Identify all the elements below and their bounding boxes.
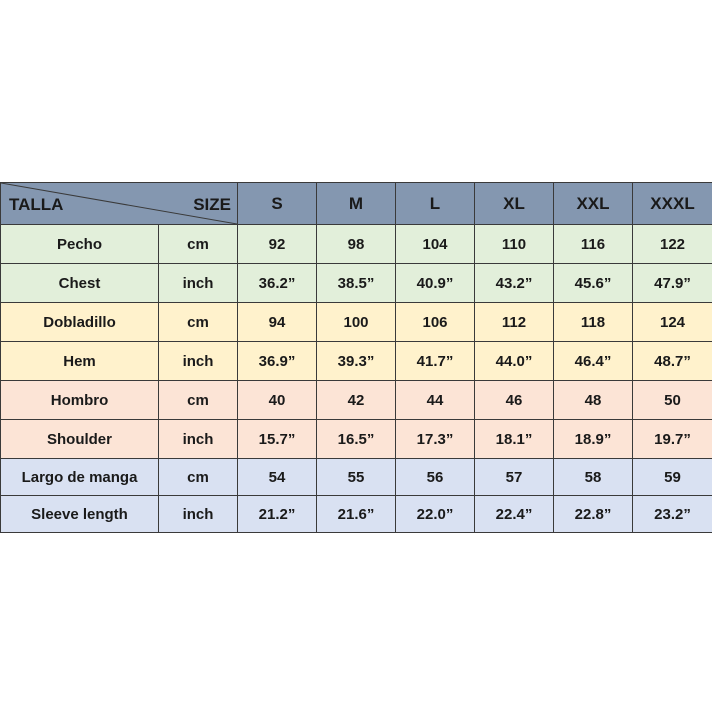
value-cell: 40 <box>238 381 317 420</box>
talla-label: TALLA <box>9 195 64 214</box>
value-cell: 19.7” <box>633 420 712 459</box>
value-cell: 39.3” <box>317 342 396 381</box>
value-cell: 56 <box>396 459 475 496</box>
value-cell: 124 <box>633 303 712 342</box>
value-cell: 44.0” <box>475 342 554 381</box>
table-row <box>1 459 712 496</box>
value-cell: 98 <box>317 225 396 264</box>
value-cell: 18.1” <box>475 420 554 459</box>
size-label: SIZE <box>193 195 231 214</box>
value-cell: 58 <box>554 459 633 496</box>
measurement-label: Hem <box>1 342 159 381</box>
measurement-label: Chest <box>1 264 159 303</box>
value-cell: 48 <box>554 381 633 420</box>
measurement-label: Sleeve length <box>1 496 159 533</box>
size-header-xl: XL <box>475 183 554 225</box>
measurement-label: Shoulder <box>1 420 159 459</box>
measurement-label: Hombro <box>1 381 159 420</box>
value-cell: 44 <box>396 381 475 420</box>
unit-cell: inch <box>159 420 238 459</box>
value-cell: 118 <box>554 303 633 342</box>
value-cell: 42 <box>317 381 396 420</box>
unit-cell: cm <box>159 381 238 420</box>
value-cell: 40.9” <box>396 264 475 303</box>
measurement-label: Dobladillo <box>1 303 159 342</box>
value-cell: 45.6” <box>554 264 633 303</box>
table-row <box>1 342 712 381</box>
value-cell: 41.7” <box>396 342 475 381</box>
value-cell: 106 <box>396 303 475 342</box>
value-cell: 21.2” <box>238 496 317 533</box>
table-row <box>1 420 712 459</box>
size-header-l: L <box>396 183 475 225</box>
unit-cell: cm <box>159 459 238 496</box>
value-cell: 21.6” <box>317 496 396 533</box>
unit-cell: cm <box>159 303 238 342</box>
value-cell: 16.5” <box>317 420 396 459</box>
value-cell: 38.5” <box>317 264 396 303</box>
table-row <box>1 303 712 342</box>
value-cell: 122 <box>633 225 712 264</box>
value-cell: 47.9” <box>633 264 712 303</box>
value-cell: 50 <box>633 381 712 420</box>
measurement-label: Pecho <box>1 225 159 264</box>
value-cell: 22.0” <box>396 496 475 533</box>
table-row <box>1 225 712 264</box>
header-row <box>1 183 712 225</box>
value-cell: 94 <box>238 303 317 342</box>
value-cell: 116 <box>554 225 633 264</box>
value-cell: 57 <box>475 459 554 496</box>
table-row <box>1 381 712 420</box>
size-header-xxxl: XXXL <box>633 183 712 225</box>
value-cell: 92 <box>238 225 317 264</box>
unit-cell: inch <box>159 264 238 303</box>
value-cell: 59 <box>633 459 712 496</box>
value-cell: 36.9” <box>238 342 317 381</box>
value-cell: 54 <box>238 459 317 496</box>
value-cell: 100 <box>317 303 396 342</box>
value-cell: 46 <box>475 381 554 420</box>
value-cell: 112 <box>475 303 554 342</box>
value-cell: 55 <box>317 459 396 496</box>
size-header-s: S <box>238 183 317 225</box>
size-header-m: M <box>317 183 396 225</box>
unit-cell: inch <box>159 342 238 381</box>
value-cell: 48.7” <box>633 342 712 381</box>
value-cell: 110 <box>475 225 554 264</box>
header-corner-cell <box>1 183 238 225</box>
size-chart-table <box>0 182 712 533</box>
size-header-xxl: XXL <box>554 183 633 225</box>
value-cell: 46.4” <box>554 342 633 381</box>
value-cell: 15.7” <box>238 420 317 459</box>
unit-cell: inch <box>159 496 238 533</box>
value-cell: 43.2” <box>475 264 554 303</box>
measurement-label: Largo de manga <box>1 459 159 496</box>
unit-cell: cm <box>159 225 238 264</box>
value-cell: 18.9” <box>554 420 633 459</box>
value-cell: 22.8” <box>554 496 633 533</box>
value-cell: 104 <box>396 225 475 264</box>
value-cell: 17.3” <box>396 420 475 459</box>
value-cell: 36.2” <box>238 264 317 303</box>
value-cell: 22.4” <box>475 496 554 533</box>
value-cell: 23.2” <box>633 496 712 533</box>
table-row <box>1 264 712 303</box>
table-row <box>1 496 712 533</box>
